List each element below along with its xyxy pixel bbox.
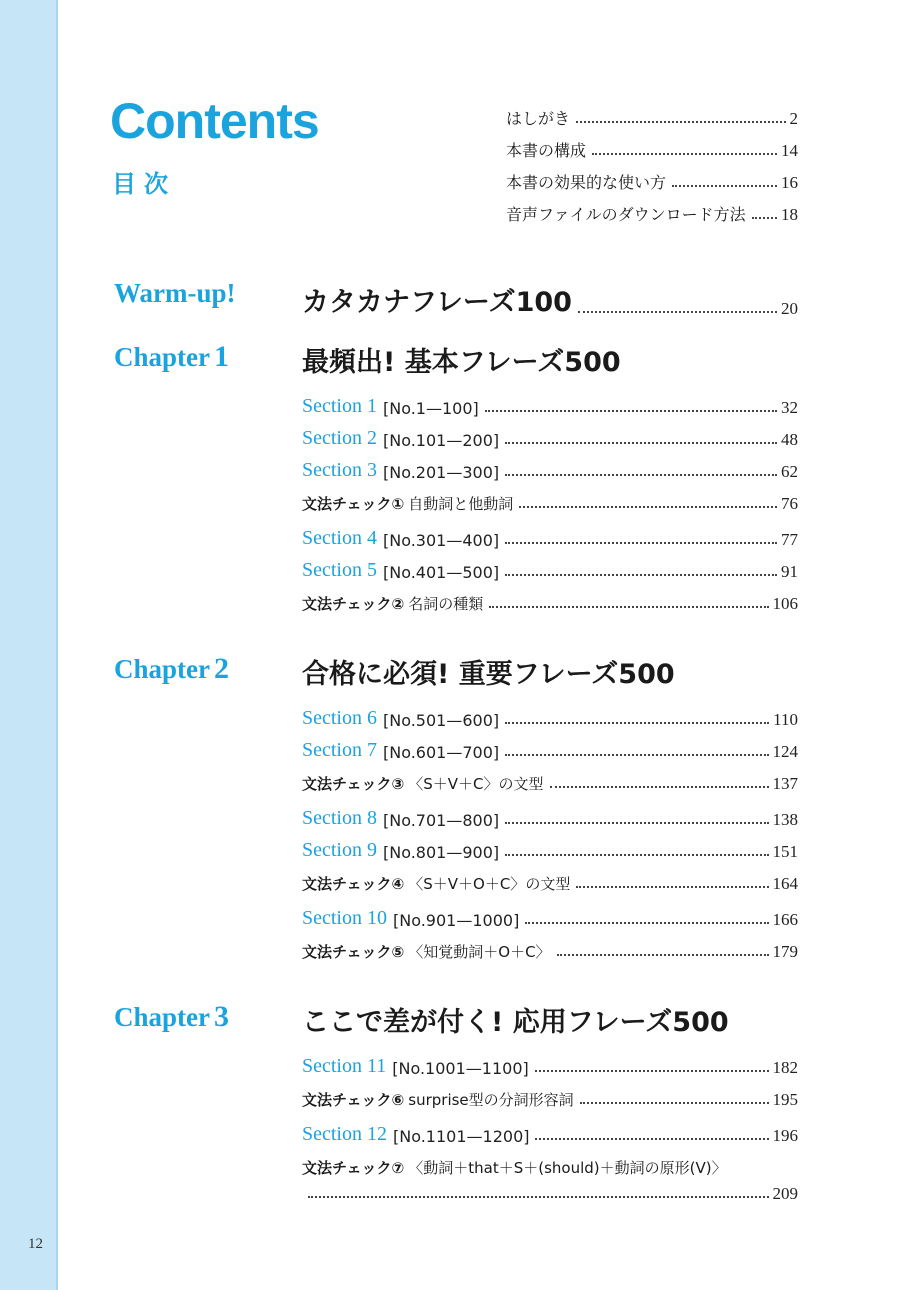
toc-entry-warmup[interactable] [302, 280, 798, 319]
toc-entry-label: 本書の構成 [506, 141, 587, 160]
page-title: Contents [110, 93, 319, 149]
toc-entry-grammar-check[interactable]: 文法チェック⑤ 〈知覚動詞＋O＋C〉 179 [302, 942, 798, 961]
toc-entry-section[interactable]: Section 5 [No.401—500] 91 [302, 559, 798, 582]
chapter-2-label: Chapter 2 [114, 652, 229, 685]
dot-leader [592, 153, 777, 155]
dot-leader [578, 311, 777, 313]
chapter-1-entries [302, 386, 798, 614]
toc-entry-section[interactable]: Section 7 [No.601—700] 124 [302, 739, 798, 762]
toc-entry-section[interactable]: Section 3 [No.201—300] 62 [302, 459, 798, 482]
toc-page-number: 14 [781, 141, 798, 160]
toc-entry-section[interactable]: Section 12 [No.1101—1200] 196 [302, 1123, 798, 1146]
toc-page-number: 20 [781, 299, 798, 318]
toc-entry-grammar-check[interactable]: 文法チェック⑥ surprise型の分詞形容詞 195 [302, 1090, 798, 1109]
toc-entry-section[interactable]: Section 8 [No.701—800] 138 [302, 807, 798, 830]
toc-entry-section[interactable]: Section 9 [No.801—900] 151 [302, 839, 798, 862]
toc-entry-section[interactable]: Section 1 [No.1—100] 32 [302, 395, 798, 418]
dot-leader [752, 217, 777, 219]
dot-leader [576, 121, 785, 123]
page-subtitle: 目次 [112, 170, 176, 198]
toc-entry-grammar-check[interactable]: 文法チェック④ 〈S＋V＋O＋C〉の文型 164 [302, 874, 798, 893]
toc-entry-section[interactable]: Section 10 [No.901—1000] 166 [302, 907, 798, 930]
toc-entry-label: はしがき [506, 109, 571, 128]
toc-entry-section[interactable]: Section 11 [No.1001—1100] 182 [302, 1055, 798, 1078]
chapter-1-title: 最頻出! 基本フレーズ500 [302, 347, 621, 378]
toc-entry-grammar-check[interactable]: 文法チェック② 名詞の種類 106 [302, 594, 798, 613]
toc-page-number: 16 [781, 173, 798, 192]
toc-entry-grammar-check[interactable]: 文法チェック③ 〈S＋V＋C〉の文型 137 [302, 774, 798, 793]
toc-page-number: 209 [772, 1184, 798, 1203]
toc-entry-label: 本書の効果的な使い方 [506, 173, 667, 192]
chapter-3-title: ここで差が付く! 応用フレーズ500 [302, 1007, 729, 1038]
dot-leader [672, 185, 777, 187]
toc-entry[interactable] [506, 97, 798, 129]
warmup-label: Warm-up! [114, 278, 236, 308]
toc-entry[interactable] [506, 161, 798, 193]
side-band [0, 0, 58, 1290]
toc-entry[interactable] [506, 193, 798, 225]
toc-entry-grammar-check[interactable]: 文法チェック⑦ 〈動詞＋that＋S＋(should)＋動詞の原形(V)〉 [302, 1159, 727, 1177]
chapter-2-entries [302, 698, 798, 962]
chapter-3-entries [302, 1046, 798, 1204]
chapter-2-title: 合格に必須! 重要フレーズ500 [302, 659, 675, 690]
chapter-1-label: Chapter 1 [114, 340, 229, 373]
toc-entry-section[interactable]: Section 4 [No.301—400] 77 [302, 527, 798, 550]
toc-entry-grammar-check[interactable]: 文法チェック① 自動詞と他動詞 76 [302, 494, 798, 513]
toc-entry-continuation[interactable] [302, 1178, 798, 1204]
page-number: 12 [28, 1236, 43, 1252]
front-matter-list [506, 97, 798, 225]
dot-leader [308, 1196, 769, 1198]
toc-entry-section[interactable]: Section 6 [No.501—600] 110 [302, 707, 798, 730]
toc-entry-section[interactable]: Section 2 [No.101—200] 48 [302, 427, 798, 450]
warmup-title: カタカナフレーズ100 [302, 287, 572, 318]
toc-page-number: 18 [781, 205, 798, 224]
toc-entry[interactable] [506, 129, 798, 161]
toc-entry-label: 音声ファイルのダウンロード方法 [506, 205, 746, 224]
toc-page-number: 2 [789, 109, 798, 128]
chapter-3-label: Chapter 3 [114, 1000, 229, 1033]
